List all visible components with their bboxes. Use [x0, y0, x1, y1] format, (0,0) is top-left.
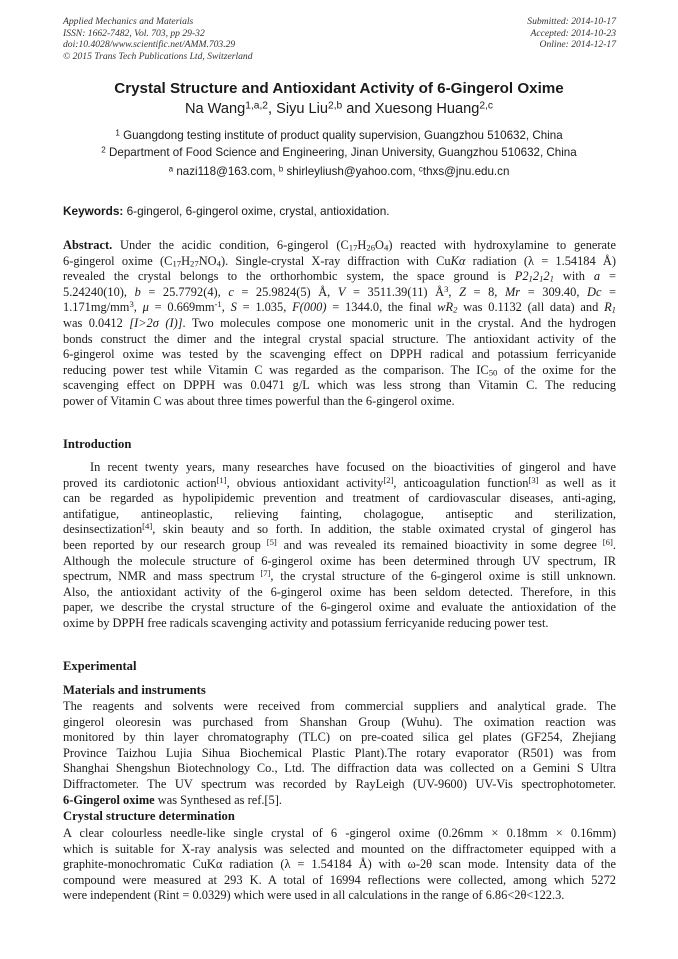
email-address: nazi118@163.com	[173, 165, 273, 178]
introduction-line: can be regarded as hypolipidemic prevention and treatment of cardiovascular diseases, anti-aging,	[63, 491, 616, 506]
abstract-line: 6-gingerol oxime $(C_{17}H_{27}NO_4)$. Single-crystal X-ray diffraction with CuKα radiation (λ = 1.54184 Å)	[63, 253, 617, 269]
doi-line: doi:10.4028/www.scientific.net/AMM.703.29	[63, 39, 236, 50]
abstract-line: reducing power test while Vitamin C was regarded as the comparison. The $IC_{50}$ of the oxime for the	[63, 362, 616, 378]
affiliations	[0, 128, 678, 161]
affiliation-number: 1	[115, 128, 120, 138]
author-affiliation-mark: 2,b	[328, 100, 343, 112]
abstract-line: $1.171mg/mm^3$, $\mu = 0.669mm^{-1}$, S = 1.035, F(000) = 1344.0, the final $wR_2$ was 0.1132 (all data) and $R_1$	[63, 299, 616, 316]
issn-line: ISSN: 1662-7482, Vol. 703, pp 29-32	[63, 27, 205, 39]
affiliation-line	[0, 128, 678, 145]
abstract-line: 5.24240(10), b = 25.7792(4), c = 25.9824(5) Å, V = 3511.39(11) $Å^3$, Z = 8, Mr = 309.40, Dc =	[63, 283, 617, 299]
email-mark: c	[418, 164, 423, 174]
materials-body	[63, 699, 616, 808]
experimental-heading: Experimental	[63, 659, 137, 673]
keywords-text: 6-gingerol, 6-gingerol oxime, crystal, antioxidation.	[126, 204, 390, 218]
abstract-line: revealed the crystal belongs to the orthorhombic system, the space ground is $P2_12_12_1$ with a =	[63, 269, 616, 284]
online-date: Online: 2014-12-17	[539, 39, 616, 50]
introduction-line: antifatigue, antineoplastic, relieving fainting, cholagogue, antiseptic and sterilization,	[63, 506, 616, 521]
affiliation-text: Department of Food Science and Engineering, Jinan University, Guangzhou 510632, China	[105, 145, 577, 159]
introduction-body	[63, 460, 616, 632]
abstract-line: Abstract. Under the acidic condition, 6-gingerol $(C_{17}H_{26}O_4)$ reacted with hydroxylamine to generate	[63, 238, 616, 253]
abstract-label: Abstract.	[63, 238, 113, 252]
materials-line: Diffractometer. The UV spectrum was recorded by RayLeigh (UV-9600) UV-Vis spectrophotometer.	[63, 776, 616, 791]
journal-header	[63, 16, 253, 62]
crystal-line: were independent (Rint = 0.0329) which were used in all calculations in the range of 6.86<2θ<122.3.	[63, 888, 565, 903]
author-affiliation-mark: 2,c	[479, 100, 494, 112]
email-mark: b	[278, 164, 284, 174]
materials-line: monitored by thin layer chromatography (TLC) on pre-coated silica gel plates (GF254, Zhejiang	[63, 730, 616, 745]
introduction-line: Although the molecule structure of 6-gingerol oxime has been determined through UV spectrum, IR	[63, 553, 616, 568]
abstract-line: power of Vitamin C was about three times powerful than the 6-gingerol oxime.	[63, 393, 455, 408]
affiliation-number: 2	[101, 144, 106, 154]
abstract-line: was 0.0412 [I>2σ (I)]. Two molecules compose one monomeric unit in the crystal. And the hydrogen	[63, 315, 616, 330]
introduction-line: desinsectization[4], skin beauty and so forth. In addition, the stable oximated crystal of gingerol has	[63, 521, 616, 537]
materials-line: Shanghai Shengshun Biotechnology Co., Ltd. The diffraction data was collected on a Gemini S Ultra	[63, 761, 616, 776]
keywords-label: Keywords:	[63, 204, 124, 218]
author-list: Na Wang$^{1,a,2}$, Siyu Liu$^{2,b}$ and Xuesong Huang$^{2,c}$	[184, 100, 494, 117]
dates-header	[527, 16, 616, 51]
paper-title: Crystal Structure and Antioxidant Activity of 6-Gingerol Oxime	[114, 80, 564, 97]
materials-heading: Materials and instruments	[63, 683, 206, 697]
introduction-line: paper, we describe the crystal structure of the 6-gingerol oxime and evaluate the antioxidation of the	[63, 600, 616, 615]
introduction-heading: Introduction	[63, 437, 132, 451]
journal-name: Applied Mechanics and Materials	[63, 16, 194, 27]
author-name: Siyu Liu$^{2,b}$	[276, 100, 343, 117]
accepted-date: Accepted: 2014-10-23	[530, 27, 616, 39]
affiliation-text: Guangdong testing institute of product quality supervision, Guangzhou 510632, China	[119, 129, 563, 142]
abstract-line: scavenging effect on DPPH was 0.0471 g/L which was less strong than Vitamin C. The reducing	[63, 378, 616, 393]
email-mark: a	[168, 164, 174, 174]
introduction-line: proved its cardiotonic action[1], obvious antioxidant activity[2], anticoagulation function[3] as well as it	[63, 474, 616, 490]
author-name: Na Wang$^{1,a,2}$	[184, 100, 268, 117]
affiliation-line	[0, 145, 678, 162]
copyright-line: © 2015 Trans Tech Publications Ltd, Switzerland	[63, 50, 253, 62]
email-list: $^a$ nazi118@163.com, $^b$ shirleyliush@yahoo.com, $^c$thxs@jnu.edu.cn	[168, 164, 510, 178]
keywords	[63, 204, 616, 218]
materials-line: 6-Gingerol oxime was Synthesed as ref.[5].	[63, 792, 282, 807]
author-affiliation-mark: 1,a,2	[245, 100, 268, 112]
crystal-line: compound were measured at 293 K. A total of 16994 reflections were collected, among which 5272	[63, 872, 616, 887]
materials-line: The reagents and solvents were received from commercial suppliers and analytical grade. The	[63, 699, 616, 713]
email-address: thxs@jnu.edu.cn	[422, 165, 510, 178]
crystal-body	[63, 826, 616, 904]
introduction-line: Also, the antioxidant activity of the 6-gingerol oxime has been seldom detected. Therefore, in this	[63, 584, 616, 599]
abstract	[63, 238, 616, 410]
introduction-line: oxime by DPPH free radicals scavenging activity and potassium ferricyanide reducing power test.	[63, 615, 549, 630]
submitted-date: Submitted: 2014-10-17	[527, 16, 616, 27]
crystal-heading: Crystal structure determination	[63, 809, 235, 823]
crystal-line: A clear colourless needle-like single crystal of 6 -gingerol oxime (0.26mm × 0.18mm × 0.16mm)	[63, 826, 616, 840]
materials-line: gingerol oleoresin was purchased from Shanshan Group (Wuhu). The oximation reaction was	[63, 714, 616, 729]
introduction-line: In recent twenty years, many researches have focused on the bioactivities of gingerol and have	[90, 460, 616, 474]
introduction-line: spectrum, NMR and mass spectrum [7], the crystal structure of the 6-gingerol oxime is still unknown.	[63, 568, 616, 584]
crystal-line: graphite-monochromatic CuKα radiation (λ = 1.54184 Å) with ω-2θ scan mode. Intensity data of the	[63, 857, 616, 872]
materials-line: Province Taizhou Lujia Sihua Biochemical Plastic Plant).The rotary evaporator (R501) was from	[63, 745, 616, 760]
introduction-line: been reported by our research group [5] and was revealed its remained bioactivity in some degree [6].	[63, 537, 616, 552]
author-name: Xuesong Huang$^{2,c}$	[374, 100, 494, 117]
abstract-line: 6-gingerol oxime was tested by the scavenging effect on DPPH radical and potassium ferricyanide	[63, 347, 616, 362]
email-address: shirleyliush@yahoo.com	[283, 165, 413, 178]
abstract-line: bonds construct the dimer and the integral crystal spacial structure. The antioxidant activity of the	[63, 331, 616, 346]
crystal-line: which is suitable for X-ray analysis was selected and mounted on the diffractometer equipped with a	[63, 841, 616, 856]
